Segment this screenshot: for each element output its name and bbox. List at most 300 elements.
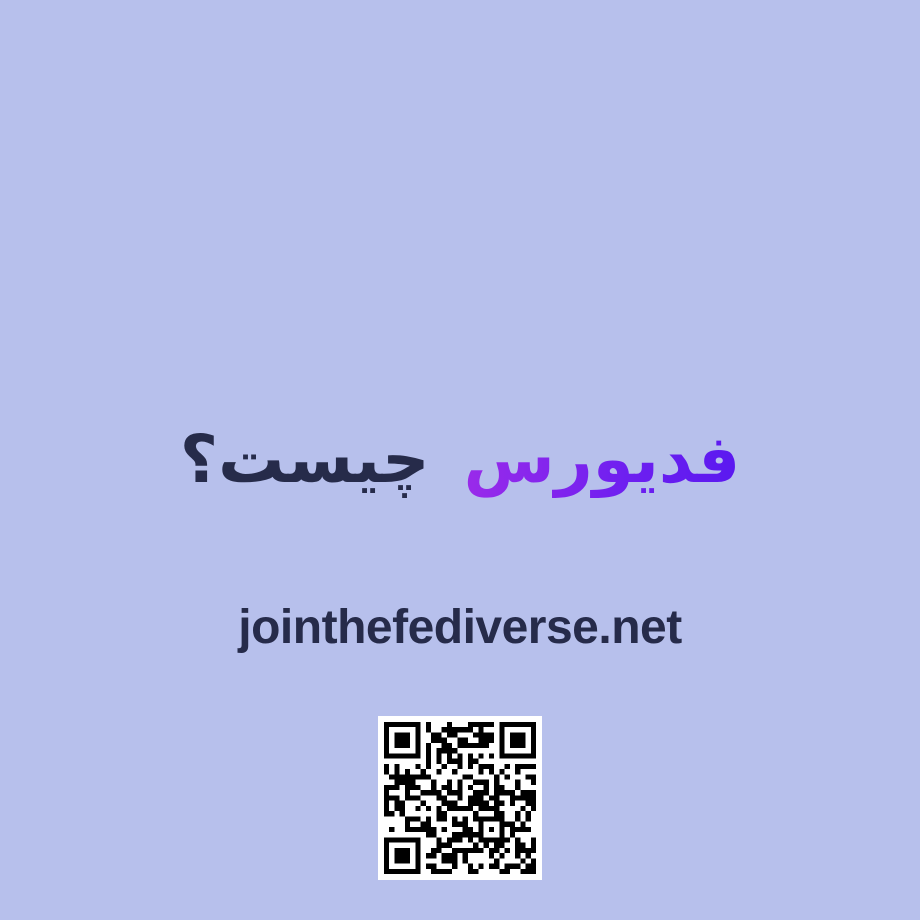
qr-module [394, 785, 399, 790]
qr-module [447, 727, 452, 732]
qr-module [457, 759, 462, 764]
qr-module [515, 738, 520, 743]
qr-module [473, 780, 478, 785]
qr-module [400, 774, 405, 779]
qr-module [405, 790, 410, 795]
qr-module [452, 816, 457, 821]
qr-module [389, 774, 394, 779]
qr-module [400, 853, 405, 858]
qr-module [442, 801, 447, 806]
qr-module [405, 853, 410, 858]
qr-module [394, 722, 399, 727]
qr-module [447, 869, 452, 874]
qr-module [484, 780, 489, 785]
qr-module [426, 743, 431, 748]
qr-module [531, 753, 536, 758]
qr-module [421, 774, 426, 779]
qr-module [510, 822, 515, 827]
qr-module [447, 753, 452, 758]
qr-module [484, 837, 489, 842]
qr-module [452, 806, 457, 811]
qr-module [400, 811, 405, 816]
qr-module [415, 848, 420, 853]
qr-module [515, 785, 520, 790]
qr-module [447, 853, 452, 858]
qr-module [389, 753, 394, 758]
qr-module [489, 837, 494, 842]
qr-module [415, 785, 420, 790]
qr-module [463, 822, 468, 827]
qr-module [415, 743, 420, 748]
qr-module [436, 753, 441, 758]
qr-module [478, 816, 483, 821]
qr-module [415, 816, 420, 821]
qr-module [447, 837, 452, 842]
qr-module [426, 790, 431, 795]
qr-module [452, 790, 457, 795]
qr-module [442, 816, 447, 821]
qr-module [478, 801, 483, 806]
qr-module [478, 822, 483, 827]
qr-module [473, 848, 478, 853]
qr-module [394, 837, 399, 842]
qr-module [415, 738, 420, 743]
qr-module [400, 806, 405, 811]
qr-module [394, 869, 399, 874]
qr-module [426, 864, 431, 869]
qr-module [531, 858, 536, 863]
qr-module [526, 753, 531, 758]
qr-module [468, 722, 473, 727]
qr-module [410, 785, 415, 790]
qr-module [478, 806, 483, 811]
qr-module [484, 722, 489, 727]
qr-module [499, 827, 504, 832]
qr-module [494, 785, 499, 790]
qr-module [389, 722, 394, 727]
qr-module [473, 790, 478, 795]
qr-module [468, 827, 473, 832]
qr-module [447, 801, 452, 806]
qr-module [526, 774, 531, 779]
qr-module [400, 780, 405, 785]
qr-module [468, 795, 473, 800]
qr-module [468, 743, 473, 748]
qr-module [505, 869, 510, 874]
qr-module [520, 732, 525, 737]
qr-module [431, 869, 436, 874]
qr-module [389, 837, 394, 842]
qr-module [499, 769, 504, 774]
qr-module [447, 858, 452, 863]
qr-module [442, 811, 447, 816]
qr-module [457, 822, 462, 827]
qr-module [400, 848, 405, 853]
qr-module [431, 732, 436, 737]
qr-module [400, 732, 405, 737]
qr-module [457, 806, 462, 811]
qr-module [478, 864, 483, 869]
qr-module [426, 853, 431, 858]
qr-module [510, 753, 515, 758]
qr-module [415, 795, 420, 800]
qr-module [400, 869, 405, 874]
qr-module [389, 827, 394, 832]
qr-module [394, 853, 399, 858]
qr-module [468, 848, 473, 853]
qr-module [389, 869, 394, 874]
qr-module [421, 769, 426, 774]
qr-module [400, 753, 405, 758]
qr-module [415, 732, 420, 737]
qr-module [421, 801, 426, 806]
qr-module [478, 832, 483, 837]
qr-module [415, 727, 420, 732]
qr-module [452, 801, 457, 806]
qr-module [415, 853, 420, 858]
qr-module [489, 864, 494, 869]
qr-module [473, 722, 478, 727]
qr-module [442, 795, 447, 800]
qr-module [384, 801, 389, 806]
qr-module [468, 864, 473, 869]
qr-module [499, 738, 504, 743]
qr-module [526, 801, 531, 806]
qr-module [426, 753, 431, 758]
qr-module [415, 753, 420, 758]
qr-module [463, 858, 468, 863]
qr-module [405, 822, 410, 827]
qr-module [457, 780, 462, 785]
qr-module [515, 753, 520, 758]
qr-module [520, 790, 525, 795]
qr-module [405, 785, 410, 790]
qr-module [478, 780, 483, 785]
qr-module [531, 727, 536, 732]
qr-module [405, 827, 410, 832]
qr-module [489, 738, 494, 743]
website-url[interactable]: jointhefediverse.net [238, 601, 682, 654]
qr-module [510, 801, 515, 806]
qr-module [457, 832, 462, 837]
qr-module [410, 780, 415, 785]
qr-module [442, 738, 447, 743]
qr-module [478, 753, 483, 758]
qr-module [478, 769, 483, 774]
qr-module [494, 811, 499, 816]
qr-module [510, 864, 515, 869]
qr-module [515, 795, 520, 800]
qr-module [515, 764, 520, 769]
qr-module [499, 790, 504, 795]
qr-module [457, 848, 462, 853]
qr-module [499, 722, 504, 727]
qr-module [520, 722, 525, 727]
qr-module [394, 858, 399, 863]
qr-module [484, 732, 489, 737]
qr-module [478, 827, 483, 832]
qr-module [520, 764, 525, 769]
qr-module [531, 795, 536, 800]
qr-code[interactable] [378, 716, 542, 880]
qr-module [510, 743, 515, 748]
qr-module [384, 738, 389, 743]
qr-module [384, 853, 389, 858]
qr-module [442, 743, 447, 748]
qr-module [405, 780, 410, 785]
qr-module [526, 848, 531, 853]
qr-module [436, 837, 441, 842]
qr-module [384, 743, 389, 748]
qr-module [463, 727, 468, 732]
qr-module [499, 816, 504, 821]
qr-module [484, 790, 489, 795]
qr-module [489, 764, 494, 769]
qr-module [457, 790, 462, 795]
qr-module [489, 848, 494, 853]
qr-module [463, 827, 468, 832]
qr-module [531, 780, 536, 785]
qr-module [531, 801, 536, 806]
qr-module [531, 837, 536, 842]
qr-module [489, 806, 494, 811]
qr-module [457, 738, 462, 743]
qr-module [421, 827, 426, 832]
qr-module [400, 837, 405, 842]
qr-module [426, 806, 431, 811]
qr-module [468, 801, 473, 806]
qr-module [484, 806, 489, 811]
qr-module [478, 738, 483, 743]
qr-module [421, 790, 426, 795]
qr-module [405, 732, 410, 737]
qr-module [520, 822, 525, 827]
qr-module [468, 785, 473, 790]
qr-module [499, 832, 504, 837]
qr-module [478, 848, 483, 853]
qr-module [384, 848, 389, 853]
qr-module [505, 774, 510, 779]
qr-module [505, 722, 510, 727]
qr-module [520, 738, 525, 743]
qr-module [520, 753, 525, 758]
qr-module [494, 795, 499, 800]
qr-module [405, 769, 410, 774]
qr-module [384, 748, 389, 753]
qr-module [505, 822, 510, 827]
qr-module [384, 753, 389, 758]
qr-module [468, 869, 473, 874]
qr-module [526, 790, 531, 795]
qr-module [442, 727, 447, 732]
qr-module [457, 785, 462, 790]
qr-module [452, 837, 457, 842]
qr-module [515, 827, 520, 832]
qr-module [384, 795, 389, 800]
qr-module [384, 727, 389, 732]
qr-module [531, 848, 536, 853]
qr-module [473, 732, 478, 737]
qr-module [457, 795, 462, 800]
qr-module [415, 858, 420, 863]
qr-module [499, 811, 504, 816]
qr-module [520, 827, 525, 832]
qr-module [468, 727, 473, 732]
qr-module [421, 822, 426, 827]
qr-module [457, 764, 462, 769]
qr-module [489, 722, 494, 727]
qr-module [499, 732, 504, 737]
qr-module [473, 843, 478, 848]
qr-module [410, 722, 415, 727]
qr-module [499, 837, 504, 842]
qr-module [468, 774, 473, 779]
qr-module [436, 843, 441, 848]
qr-module [415, 864, 420, 869]
qr-module [436, 790, 441, 795]
qr-module [499, 822, 504, 827]
headline-fediverse-word: فدیورس [463, 421, 741, 498]
qr-module [526, 816, 531, 821]
qr-module [436, 869, 441, 874]
qr-module [410, 774, 415, 779]
qr-module [457, 743, 462, 748]
qr-module [431, 780, 436, 785]
qr-module [515, 743, 520, 748]
qr-module [494, 864, 499, 869]
qr-module [499, 748, 504, 753]
qr-module [400, 738, 405, 743]
qr-module [384, 764, 389, 769]
qr-module [473, 795, 478, 800]
qr-module [384, 811, 389, 816]
qr-module [489, 753, 494, 758]
qr-module [394, 795, 399, 800]
qr-module [478, 795, 483, 800]
qr-module [436, 732, 441, 737]
qr-module [442, 853, 447, 858]
qr-module [447, 806, 452, 811]
qr-module [510, 722, 515, 727]
qr-module [531, 732, 536, 737]
qr-module [405, 795, 410, 800]
qr-module [384, 837, 389, 842]
qr-module [515, 780, 520, 785]
qr-module [520, 869, 525, 874]
qr-module [494, 837, 499, 842]
qr-module [463, 848, 468, 853]
qr-module [489, 827, 494, 832]
qr-module [520, 743, 525, 748]
qr-module [526, 864, 531, 869]
qr-module [489, 769, 494, 774]
qr-module [426, 832, 431, 837]
qr-module [431, 827, 436, 832]
qr-module [463, 806, 468, 811]
qr-module [405, 848, 410, 853]
qr-module [384, 722, 389, 727]
qr-module [436, 795, 441, 800]
qr-module [499, 853, 504, 858]
qr-module [410, 816, 415, 821]
qr-module [489, 853, 494, 858]
qr-module [463, 816, 468, 821]
qr-module [405, 858, 410, 863]
qr-module [526, 722, 531, 727]
qr-module [515, 864, 520, 869]
qr-module [394, 732, 399, 737]
qr-module [515, 848, 520, 853]
qr-module [499, 801, 504, 806]
qr-module [515, 811, 520, 816]
qr-module [478, 790, 483, 795]
qr-module [405, 869, 410, 874]
qr-module [520, 848, 525, 853]
qr-module [457, 753, 462, 758]
qr-module [478, 743, 483, 748]
qr-module [442, 869, 447, 874]
qr-module [410, 869, 415, 874]
qr-module [405, 774, 410, 779]
qr-module [400, 801, 405, 806]
qr-module [473, 801, 478, 806]
qr-module [531, 790, 536, 795]
qr-module [405, 837, 410, 842]
qr-module [526, 795, 531, 800]
qr-module [442, 785, 447, 790]
qr-module [510, 732, 515, 737]
qr-module [515, 769, 520, 774]
qr-module [405, 722, 410, 727]
qr-module [442, 827, 447, 832]
qr-module [489, 732, 494, 737]
qr-module [478, 722, 483, 727]
qr-module [531, 864, 536, 869]
qr-module [394, 780, 399, 785]
qr-module [531, 843, 536, 848]
qr-module [447, 722, 452, 727]
qr-module [384, 869, 389, 874]
qr-module [489, 816, 494, 821]
qr-module [520, 858, 525, 863]
qr-module [452, 769, 457, 774]
qr-module [394, 769, 399, 774]
headline [0, 412, 920, 508]
headline-what-is: چیست؟ [179, 421, 430, 498]
qr-module [473, 811, 478, 816]
qr-module [431, 864, 436, 869]
qr-module [394, 774, 399, 779]
qr-module [394, 801, 399, 806]
qr-module [384, 790, 389, 795]
qr-module [436, 759, 441, 764]
qr-module [510, 790, 515, 795]
qr-module [526, 869, 531, 874]
qr-module [415, 748, 420, 753]
qr-module [400, 858, 405, 863]
qr-module [505, 753, 510, 758]
qr-module [484, 801, 489, 806]
qr-module [442, 858, 447, 863]
qr-module [520, 795, 525, 800]
qr-module [447, 759, 452, 764]
qr-module [426, 764, 431, 769]
qr-module [478, 727, 483, 732]
qr-module [515, 816, 520, 821]
qr-module [452, 727, 457, 732]
qr-module [499, 843, 504, 848]
qr-module [442, 843, 447, 848]
